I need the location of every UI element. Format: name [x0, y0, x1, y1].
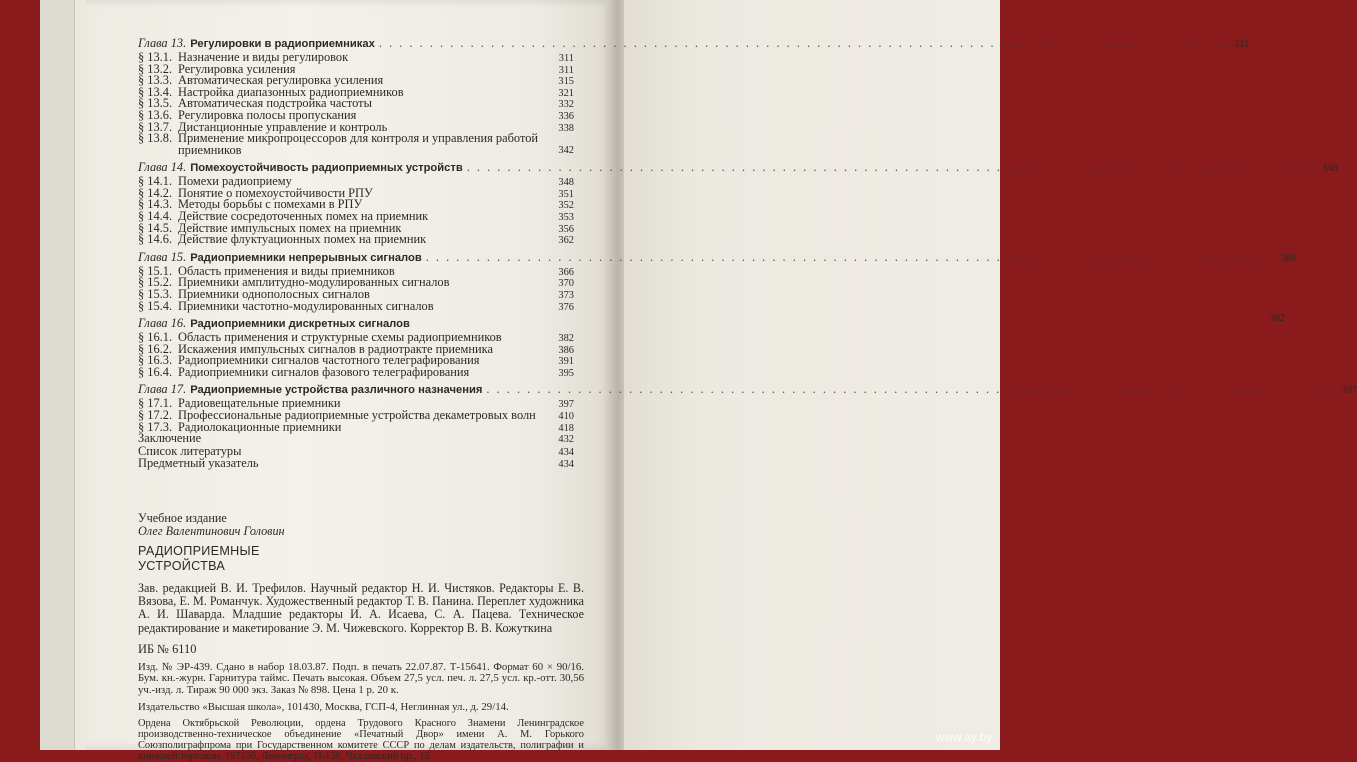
ib-number: ИБ № 6110: [138, 641, 197, 656]
section-number: § 14.6.: [138, 232, 173, 247]
section-number: § 14.4.: [138, 208, 173, 223]
section-number: § 13.5.: [138, 96, 173, 111]
section-title: Область применения и структурные схемы радиоприемников: [178, 330, 502, 345]
section-page: 386: [558, 344, 574, 356]
publisher-info: Издательство «Высшая школа», 101430, Москва, ГСП-4, Неглинная ул., д. 29/14.: [138, 701, 509, 714]
section-page: 362: [558, 235, 574, 247]
section-title: Регулировка полосы пропускания: [178, 107, 357, 122]
chapter-label: Глава 16.: [138, 316, 187, 331]
section-number: § 13.2.: [138, 61, 173, 76]
chapter-page: 397: [1341, 385, 1357, 397]
chapter-label: Глава 13.: [138, 36, 187, 50]
section-title: Профессиональные радиоприемные устройства декаметровых волн: [178, 408, 536, 423]
section-page: 356: [558, 223, 574, 235]
chapter-page: 348: [1322, 163, 1338, 175]
section-page: 366: [558, 266, 574, 278]
section-page: 370: [558, 278, 574, 290]
misc-entry-title: Заключение: [138, 431, 202, 446]
chapter-page: 366: [1281, 252, 1297, 264]
misc-entry-page: 434: [558, 446, 574, 458]
section-title: Приемники амплитудно-модулированных сигналов: [178, 275, 450, 290]
toc-row: [138, 298, 574, 313]
section-page: 395: [558, 367, 574, 379]
section-page: 321: [558, 87, 574, 99]
chapter-label: Глава 14.: [138, 160, 187, 175]
leader-dots: [467, 162, 1318, 174]
section-number: § 14.2.: [138, 185, 173, 200]
section-page: 382: [558, 333, 574, 345]
book-title-line: РАДИОПРИЕМНЫЕ: [138, 544, 260, 558]
section-page: 332: [558, 99, 574, 111]
section-page: 376: [558, 301, 574, 313]
section-number: § 17.2.: [138, 408, 173, 423]
section-number: § 16.4.: [138, 364, 173, 379]
toc-row: [138, 130, 574, 157]
section-page: 342: [558, 144, 574, 156]
section-title: Дистанционные управление и контроль: [178, 119, 388, 134]
printer-info: Ордена Октябрьской Революции, ордена Трудового Красного Знамени Ленинградское производственно-техническое объединение «Печатный Двор» имени А. М. Горького Союзполиграфпрома при Государственном комитете СССР по делам издательств, полиграфии и книжной торговли. 197136, Ленинград, П-136, Чкаловский пр., 15: [138, 717, 584, 762]
section-number: § 15.2.: [138, 275, 173, 290]
toc-row: [138, 234, 574, 246]
section-number: § 13.6.: [138, 107, 173, 122]
section-title: Приемники частотно-модулированных сигналов: [178, 298, 434, 313]
section-number: § 14.5.: [138, 220, 173, 235]
chapter-title: Помехоустойчивость радиоприемных устройств: [190, 162, 463, 175]
section-number: § 13.8.: [138, 131, 173, 146]
chapter-page: 382: [1269, 313, 1285, 325]
watermark: www.ay.by: [935, 730, 992, 744]
section-title: Радиоприемники сигналов фазового телеграфирования: [178, 364, 470, 379]
table-of-contents: [138, 36, 1357, 471]
section-title: Методы борьбы с помехами в РПУ: [178, 197, 363, 212]
section-number: § 13.7.: [138, 119, 173, 134]
publication-data: Изд. № ЭР-439. Сдано в набор 18.03.87. Подп. в печать 22.07.87. Т-15641. Формат 60 × 90/16. Бум. кн.-журн. Гарнитура таймс. Печать высокая. Объем 27,5 усл. печ. л. 27,5 усл. кр.-отт. 30,56 уч.-изд. л. Тираж 90 000 экз. Заказ № 898. Цена 1 р. 20 к.: [138, 660, 584, 696]
section-number: § 14.1.: [138, 174, 173, 189]
section-title: Помехи радиоприему: [178, 174, 292, 189]
section-number: § 15.3.: [138, 286, 173, 301]
section-page: 338: [558, 122, 574, 134]
section-page: 373: [558, 289, 574, 301]
book-title-line: УСТРОЙСТВА: [138, 559, 226, 573]
misc-entry-page: 434: [558, 459, 574, 471]
leader-dots: [379, 38, 1230, 50]
section-number: § 17.1.: [138, 396, 173, 411]
right-page-blank: [624, 0, 1000, 750]
section-title: Область применения и виды приемников: [178, 263, 395, 278]
editorial-credits: Зав. редакцией В. И. Трефилов. Научный редактор Н. И. Чистяков. Редакторы Е. В. Вязова, Е. М. Романчук. Художественный редактор Т. В. Панина. Переплет художника А. И. Шаварда. Младшие редакторы И. А. Исаева, С. А. Пацева. Техническое редактирование и макетирование Э. М. Чижевского. Корректор В. В. Кожуткина: [138, 581, 584, 635]
author-name: Олег Валентинович Головин: [138, 524, 285, 538]
section-title: Автоматическая регулировка усиления: [178, 73, 384, 88]
section-title: Искажения импульсных сигналов в радиотракте приемника: [178, 341, 493, 356]
section-title: Действие импульсных помех на приемник: [178, 220, 402, 235]
section-title: Радиоприемники сигналов частотного телеграфирования: [178, 353, 480, 368]
section-page: 391: [558, 356, 574, 368]
section-page: 353: [558, 211, 574, 223]
section-number: § 13.1.: [138, 50, 173, 64]
toc-row: [138, 364, 574, 379]
edition-type: Учебное издание: [138, 511, 227, 525]
section-number: § 14.3.: [138, 197, 173, 212]
section-page: 348: [558, 177, 574, 189]
section-page: 315: [558, 76, 574, 88]
leader-dots: [486, 384, 1337, 396]
misc-entry-page: 432: [558, 434, 574, 446]
section-title: Автоматическая подстройка частоты: [178, 96, 372, 111]
toc-row: [138, 458, 574, 470]
section-number: § 17.3.: [138, 419, 173, 434]
section-page: 410: [558, 411, 574, 423]
section-title: Действие флуктуационных помех на приемник: [178, 232, 427, 247]
section-page: 418: [558, 422, 574, 434]
section-number: § 16.2.: [138, 341, 173, 356]
section-number: § 16.3.: [138, 353, 173, 368]
section-title: Радиовещательные приемники: [178, 396, 341, 411]
section-page: 311: [558, 53, 574, 64]
leader-dots: [426, 252, 1277, 264]
section-title: Применение микропроцессоров для контроля и управления работой приемников: [178, 130, 539, 157]
toc-row: [138, 419, 574, 434]
section-title: Радиолокационные приемники: [178, 419, 342, 434]
section-title: Понятие о помехоустойчивости РПУ: [178, 185, 373, 200]
misc-entry-title: Список литературы: [138, 443, 242, 458]
section-number: § 13.4.: [138, 84, 173, 99]
section-title: Настройка диапазонных радиоприемников: [178, 84, 404, 99]
chapter-title: Регулировки в радиоприемниках: [190, 38, 375, 50]
book-title: [138, 544, 584, 574]
misc-entry-title: Предметный указатель: [138, 456, 259, 471]
imprint-block: [138, 512, 584, 762]
chapter-title: Радиоприемники дискретных сигналов: [190, 318, 410, 331]
section-page: 351: [558, 188, 574, 200]
section-number: § 16.1.: [138, 330, 173, 345]
section-page: 397: [558, 399, 574, 411]
section-page: 311: [558, 64, 574, 76]
section-title: Приемники однополосных сигналов: [178, 286, 370, 301]
section-title: Назначение и виды регулировок: [178, 50, 349, 64]
section-title: Действие сосредоточенных помех на приемник: [178, 208, 429, 223]
chapter-label: Глава 17.: [138, 382, 187, 397]
chapter-title: Радиоприемные устройства различного назначения: [190, 384, 483, 397]
section-page: 352: [558, 200, 574, 212]
chapter-label: Глава 15.: [138, 249, 187, 264]
section-number: § 15.1.: [138, 263, 173, 278]
section-number: § 13.3.: [138, 73, 173, 88]
section-page: 336: [558, 110, 574, 122]
chapter-page: 311: [1234, 39, 1250, 50]
chapter-title: Радиоприемники непрерывных сигналов: [190, 251, 422, 264]
section-title: Регулировка усиления: [178, 61, 296, 76]
section-number: § 15.4.: [138, 298, 173, 313]
